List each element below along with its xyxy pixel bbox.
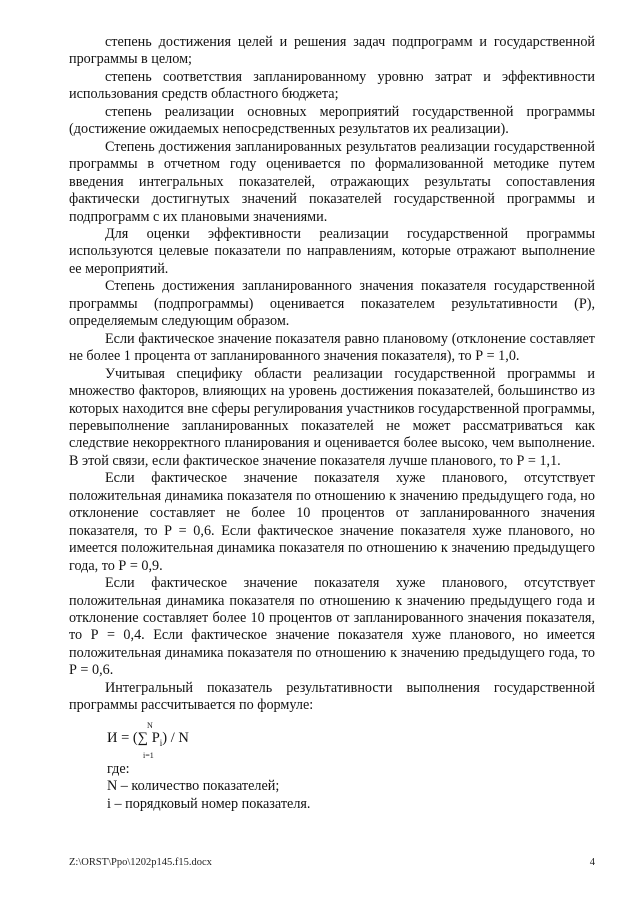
formula-subscript: i — [159, 737, 163, 748]
file-path: Z:\ORST\Ppo\1202p145.f15.docx — [69, 857, 212, 868]
document-body — [69, 34, 595, 813]
paragraph-6: Степень достижения запланированного значения показателя государственной программы (подпрограммы) оценивается показателем результативности (Р), определяемым следующим образом. — [69, 278, 595, 330]
formula-tail: ) / N — [162, 729, 189, 746]
paragraph-5: Для оценки эффективности реализации государственной программы используются целевые показатели по направлениям, которые отражают выполнение ее мероприятий. — [69, 225, 595, 277]
where-label: где: — [107, 760, 130, 777]
definition-i: i – порядковый номер показателя. — [107, 795, 311, 812]
page-number: 4 — [589, 857, 595, 868]
formula-upper-limit: N — [147, 720, 153, 730]
paragraph-11: Интегральный показатель результативности выполнения государственной программы рассчитывается по формуле: — [69, 679, 595, 714]
paragraph-10: Если фактическое значение показателя хуже планового, отсутствует положительная динамика показателя по отношению к значению предыдущего года и отклонение составляет более 10 процентов от запланированного значения показателя, то Р = 0,4. Если фактическое значение показателя хуже планового, но имеется положительная динамика показателя по отношению к значению предыдущего года, то Р = 0,6. — [69, 575, 595, 679]
paragraph-1: степень достижения целей и решения задач подпрограмм и государственной программы в целом; — [69, 34, 595, 68]
formula — [107, 717, 595, 761]
paragraph-3: степень реализации основных мероприятий государственной программы (достижение ожидаемых непосредственных результатов их реализации). — [69, 103, 595, 138]
formula-main: И = (∑ P — [107, 729, 160, 746]
paragraph-2: степень соответствия запланированному уровню затрат и эффективности использования средств областного бюджета; — [69, 68, 595, 103]
paragraph-4: Степень достижения запланированных результатов реализации государственной программы в отчетном году оценивается по формализованной методике путем введения интегральных показателей, отражающих результаты сопоставления фактически достигнутых значений показателей государственной программы и подпрограмм с их плановыми значениями. — [69, 138, 595, 225]
paragraph-8: Учитывая специфику области реализации государственной программы и множество факторов, влияющих на уровень достижения показателей, большинство из которых находится вне сферы регулирования участников государственной программы, перевыполнение запланированных показателей не может рассматриваться как следствие некорректного планирования и оценивается более высоко, чем выполнение. В этой связи, если фактическое значение показателя лучше планового, то Р = 1,1. — [69, 365, 595, 469]
paragraph-9: Если фактическое значение показателя хуже планового, отсутствует положительная динамика показателя по отношению к значению предыдущего года, но отклонение составляет не более 10 процентов от запланированного значения показателя, то Р = 0,6. Если фактическое значение показателя хуже планового, но имеется положительная динамика показателя по отношению к значению предыдущего года, то Р = 0,9. — [69, 470, 595, 574]
paragraph-7: Если фактическое значение показателя равно плановому (отклонение составляет не более 1 процента от запланированного значения показателя), то Р = 1,0. — [69, 330, 595, 365]
formula-lower-limit: i=1 — [143, 750, 154, 760]
definition-n: N – количество показателей; — [107, 778, 280, 795]
